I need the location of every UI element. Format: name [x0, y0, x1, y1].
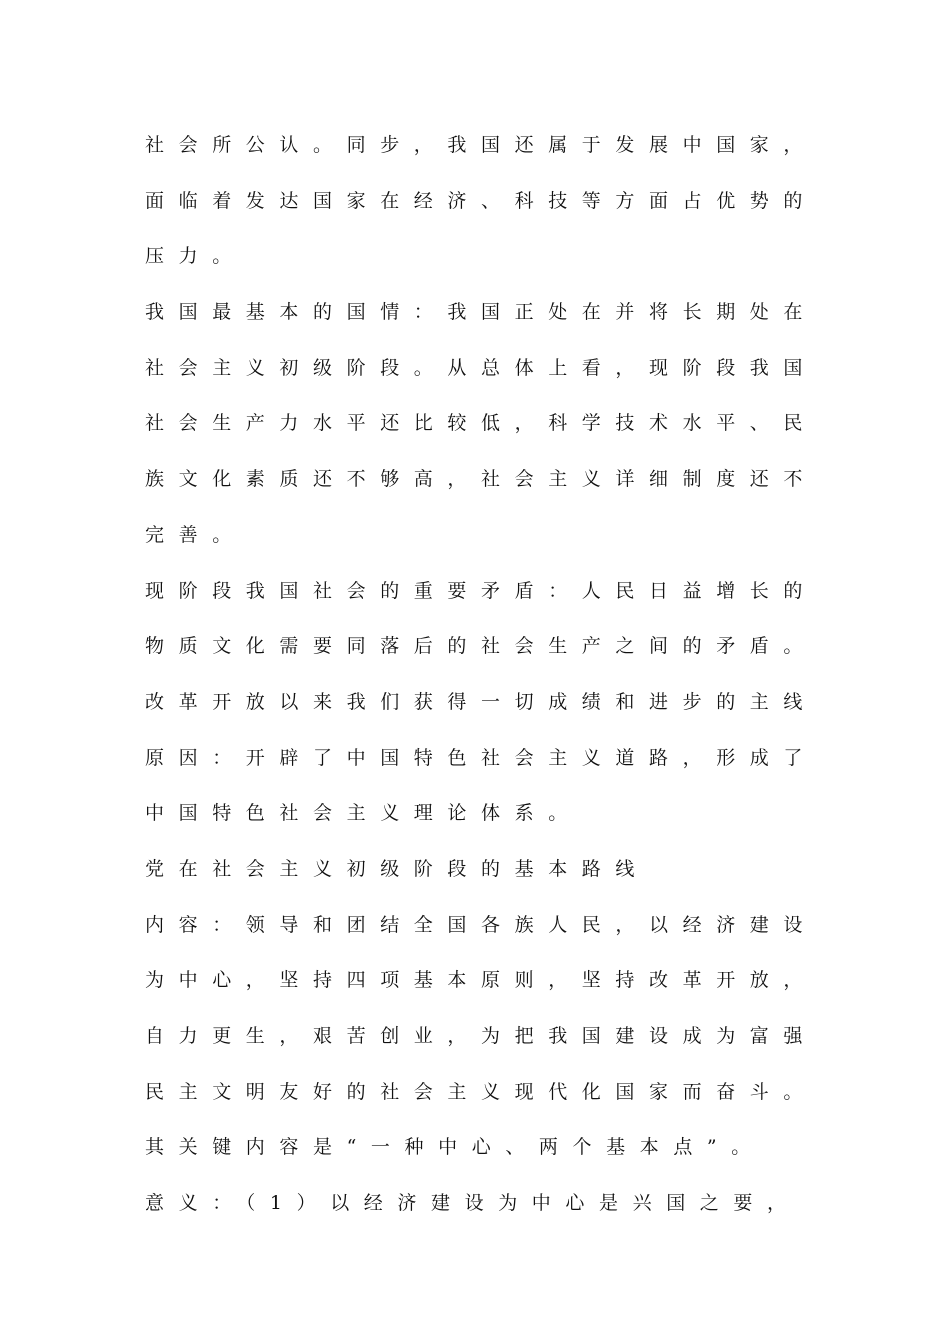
text-line: 社会所公认。同步，我国还属于发展中国家， — [145, 134, 818, 156]
body-text — [145, 126, 818, 1240]
text-line: 压力。 — [145, 245, 246, 268]
text-line: 民主文明友好的社会主义现代化国家而奋斗。 — [145, 1080, 818, 1103]
text-line: 为中心，坚持四项基本原则，坚持改革开放， — [145, 969, 818, 992]
text-line: 原因：开辟了中国特色社会主义道路，形成了 — [145, 746, 818, 769]
text-line: 我国最基本的国情：我国正处在并将长期处在 — [145, 301, 818, 324]
text-line: 面临着发达国家在经济、科技等方面占优势的 — [145, 189, 818, 212]
text-line: 族文化素质还不够高，社会主义详细制度还不 — [145, 468, 818, 491]
text-line: 完善。 — [145, 523, 246, 546]
text-line: 物质文化需要同落后的社会生产之间的矛盾。 — [145, 635, 818, 658]
text-line: 现阶段我国社会的重要矛盾：人民日益增长的 — [145, 579, 818, 602]
text-line: 中国特色社会主义理论体系。 — [145, 802, 582, 825]
text-line: 其关键内容是“一种中心、两个基本点”。 — [145, 1136, 765, 1159]
text-line: 社会主义初级阶段。从总体上看，现阶段我国 — [145, 356, 818, 379]
text-line: 社会生产力水平还比较低，科学技术水平、民 — [145, 412, 818, 435]
text-line: 内容：领导和团结全国各族人民，以经济建设 — [145, 913, 818, 936]
text-line: 意义：（1）以经济建设为中心是兴国之要， — [145, 1192, 801, 1215]
text-line: 自力更生，艰苦创业，为把我国建设成为富强 — [145, 1025, 818, 1047]
text-line: 改革开放以来我们获得一切成绩和进步的主线 — [145, 690, 818, 713]
text-line: 党在社会主义初级阶段的基本路线 — [145, 857, 650, 880]
